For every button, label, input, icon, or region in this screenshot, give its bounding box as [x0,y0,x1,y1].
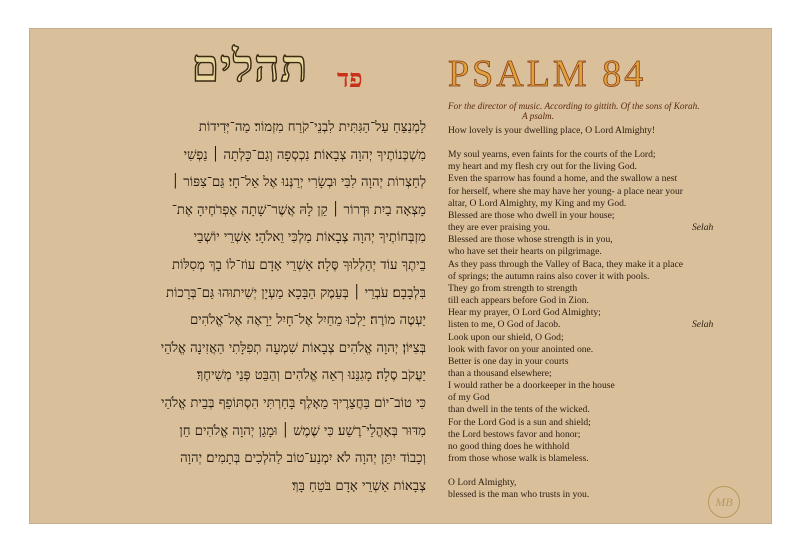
artist-monogram: MB [708,486,740,518]
english-line-with-selah [448,222,748,234]
english-line: than dwell in the tents of the wicked. [448,404,590,416]
english-line: Look upon our shield, O God; [448,331,564,343]
english-line: Blessed are those who dwell in your house; [448,209,615,221]
superscription-line: A psalm. [522,111,554,121]
english-line: of my God [448,392,490,404]
hebrew-line: לְחַצְרוֹת יְהוָה לִבִּי וּבְשָׂרִי יְרַנְּנוּ אֶל אֵל־חָי׃ גַּם־צִפּוֹר ׀ [171,175,426,191]
hebrew-title: תהלים [191,41,309,92]
english-line: As they pass through the Valley of Baca, they make it a place [448,258,684,270]
hebrew-line: מִזְבְּחוֹתֶיךָ יְהוָה צְבָאוֹת מַלְכִּי וֵאלֹהָי׃ אַשְׁרֵי יוֹשְׁבֵי [193,230,426,246]
hebrew-text [152,114,426,500]
english-line: altar, O Lord Almighty, my King and my God. [448,197,627,209]
superscription-line: For the director of music. According to gittith. Of the sons of Korah. [448,101,700,111]
english-line: listen to me, O God of Jacob. [448,319,561,331]
english-line: Hear my prayer, O Lord God Almighty; [448,307,601,319]
hebrew-psalm-number: פד [337,64,363,93]
hebrew-line: בֵיתֶךָ עוֹד יְהַלְלוּךָ סֶּלָה׃ אַשְׁרֵי אָדָם עוֹז־לוֹ בָךְ מְסִלּוֹת [171,257,426,273]
english-line: who have set their hearts on pilgrimage. [448,246,602,258]
english-line: they are ever praising you. [448,222,551,234]
english-line: My soul yearns, even faints for the courts of the Lord; [448,149,656,161]
english-line: For the Lord God is a sun and shield; [448,416,591,428]
hebrew-line: בְּצִיּוֹן׃ יְהוָה אֱלֹהִים צְבָאוֹת שִׁמְעָה תְפִלָּתִי הַאֲזִינָה אֱלֹהֵי [160,340,426,356]
hebrew-line: יַעְטֶה מוֹרֶה׃ יֵלְכוּ מֵחַיִל אֶל־חָיִל יֵרָאֶה אֶל־אֱלֹהִים [189,313,426,329]
english-line: Better is one day in your courts [448,355,569,367]
english-line: the Lord bestows favor and honor; [448,428,581,440]
english-line: look with favor on your anointed one. [448,343,594,355]
english-line: I would rather be a doorkeeper in the house [448,380,615,392]
english-line: How lovely is your dwelling place, O Lord Almighty! [448,125,656,136]
selah-label: Selah [692,222,714,234]
english-line: no good thing does he withhold [448,440,570,452]
hebrew-line: יַעֲקֹב סֶלָה׃ מָגִנֵּנוּ רְאֵה אֱלֹהִים וְהַבֵּט פְּנֵי מְשִׁיחֶךָ׃ [196,368,426,384]
english-line: Even the sparrow has found a home, and the swallow a nest [448,173,678,185]
english-line: for herself, where she may have her young- a place near your [448,185,683,197]
english-line: Blessed are those whose strength is in you, [448,234,613,246]
english-line: from those whose walk is blameless. [448,453,589,465]
english-line: O Lord Almighty, [448,477,517,489]
english-line: till each appears before God in Zion. [448,295,589,307]
english-text [448,125,748,502]
english-line: of springs; the autumn rains also cover it with pools. [448,270,650,282]
hebrew-line: כִּי טוֹב־יוֹם בַּחֲצֵרֶיךָ מֵאָלֶף בָּחַרְתִּי הִסְתּוֹפֵף בְּבֵית אֱלֹהַי [161,395,426,411]
hebrew-line: מָצְאָה בַיִת וּדְרוֹר ׀ קֵן לָהּ אֲשֶׁר־שָׁתָה אֶפְרֹחֶיהָ אֶת־ [171,202,426,218]
hebrew-line: וְכָבוֹד יִתֵּן יְהוָה לֹא יִמְנַע־טוֹב לַהֹלְכִים בְּתָמִים׃ יְהוָה [180,451,426,467]
english-line-with-selah [448,319,748,331]
selah-label: Selah [692,319,714,331]
english-line: blessed is the man who trusts in you. [448,489,590,501]
english-title: PSALM 84 [448,53,647,95]
english-line: They go from strength to strength [448,282,578,294]
hebrew-line: מִדּוּר בְּאָהֳלֵי־רֶשַׁע׃ כִּי שֶׁמֶשׁ ׀ וּמָגֵן יְהוָה אֱלֹהִים חֵן [179,423,426,439]
hebrew-line: בִּלְבָבָם׃ עֹבְרֵי ׀ בְּעֵמֶק הַבָּכָא מַעְיָן יְשִׁיתוּהוּ גַּם־בְּרָכוֹת [165,285,426,301]
hebrew-line: לַמְנַצֵּחַ עַל־הַגִּתִּית לִבְנֵי־קֹרַח מִזְמוֹר׃ מַה־יְּדִידוֹת [198,120,426,135]
hebrew-line: מִשְׁכְּנוֹתֶיךָ יְהוָה צְבָאוֹת׃ נִכְסְפָה וְגַם־כָּלְתָה ׀ נַפְשִׁי [183,147,426,163]
english-line: my heart and my flesh cry out for the living God. [448,161,637,173]
english-superscription [448,101,748,121]
hebrew-line: צְבָאוֹת אַשְׁרֵי אָדָם בֹּטֵחַ בָּךְ׃ [292,478,426,494]
english-line: than a thousand elsewhere; [448,367,552,379]
